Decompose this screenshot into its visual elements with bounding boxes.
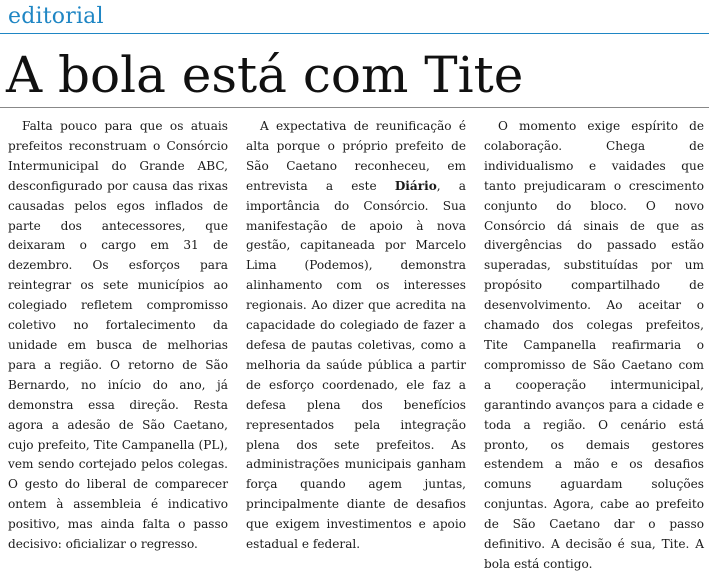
headline: A bola está com Tite [6,46,524,104]
newspaper-name: Diário [394,178,437,193]
paragraph-text: A expectativa de reunificação é alta porque o próprio prefeito de São Caetano reconheceu, em entrevista a este [246,119,466,193]
paragraph: O momento exige espírito de colaboração. Chega de individualismo e vaidades que tanto prejudicaram o crescimento conjunto do bloco. O novo Consórcio dá sinais de que as divergências do passado estão superadas, substituídas por um propósito compartilhado de desenvolvimento. Ao aceitar o chamado dos colegas prefeitos, Tite Campanella reafirmaria o compromisso de São Caetano com a cooperação intermunicipal, garantindo avanços para a cidade e toda a região. O cenário está pronto, os demais gestores estendem a mão e os desafios comuns aguardam soluções conjuntas. Agora, cabe ao prefeito de São Caetano dar o passo definitivo. A decisão é sua, Tite. A bola está contigo. [484,119,704,571]
paragraph [246,117,466,555]
paragraph-text: , a importância do Consórcio. Sua manifestação de apoio à nova gestão, capitaneada por Marcelo Lima (Podemos), demonstra alinhamento com os interesses regionais. Ao dizer que acredita na capacidade do colegiado de fazer a defesa de pautas coletivas, como a melhoria da saúde pública a partir de esforço coordenado, ele faz a defesa plena dos benefícios representados pela integração plena dos sete prefeitos. As administrações municipais ganham força quando agem juntas, principalmente diante de desafios que exigem investimentos e apoio estadual e federal. [246,178,466,552]
article-column-3 [484,117,704,571]
article-column-1 [8,117,228,552]
article-body [8,117,704,571]
section-divider [0,33,709,34]
headline-divider [0,107,709,108]
section-label: editorial [8,4,104,29]
article-column-2 [246,117,466,552]
paragraph: Falta pouco para que os atuais prefeitos reconstruam o Consórcio Intermunicipal do Grande ABC, desconfigurado por causa das rixas causadas pelos egos inflados de parte dos antecessores, que deixaram o cargo em 31 de dezembro. Os esforços para reintegrar os sete municípios ao colegiado refletem compromisso coletivo no fortalecimento da unidade em busca de melhorias para a região. O retorno de São Bernardo, no início do ano, já demonstra essa direção. Resta agora a adesão de São Caetano, cujo prefeito, Tite Campanella (PL), vem sendo cortejado pelos colegas. O gesto do liberal de comparecer ontem à assembleia é indicativo positivo, mas ainda falta o passo decisivo: oficializar o regresso. [8,119,228,552]
